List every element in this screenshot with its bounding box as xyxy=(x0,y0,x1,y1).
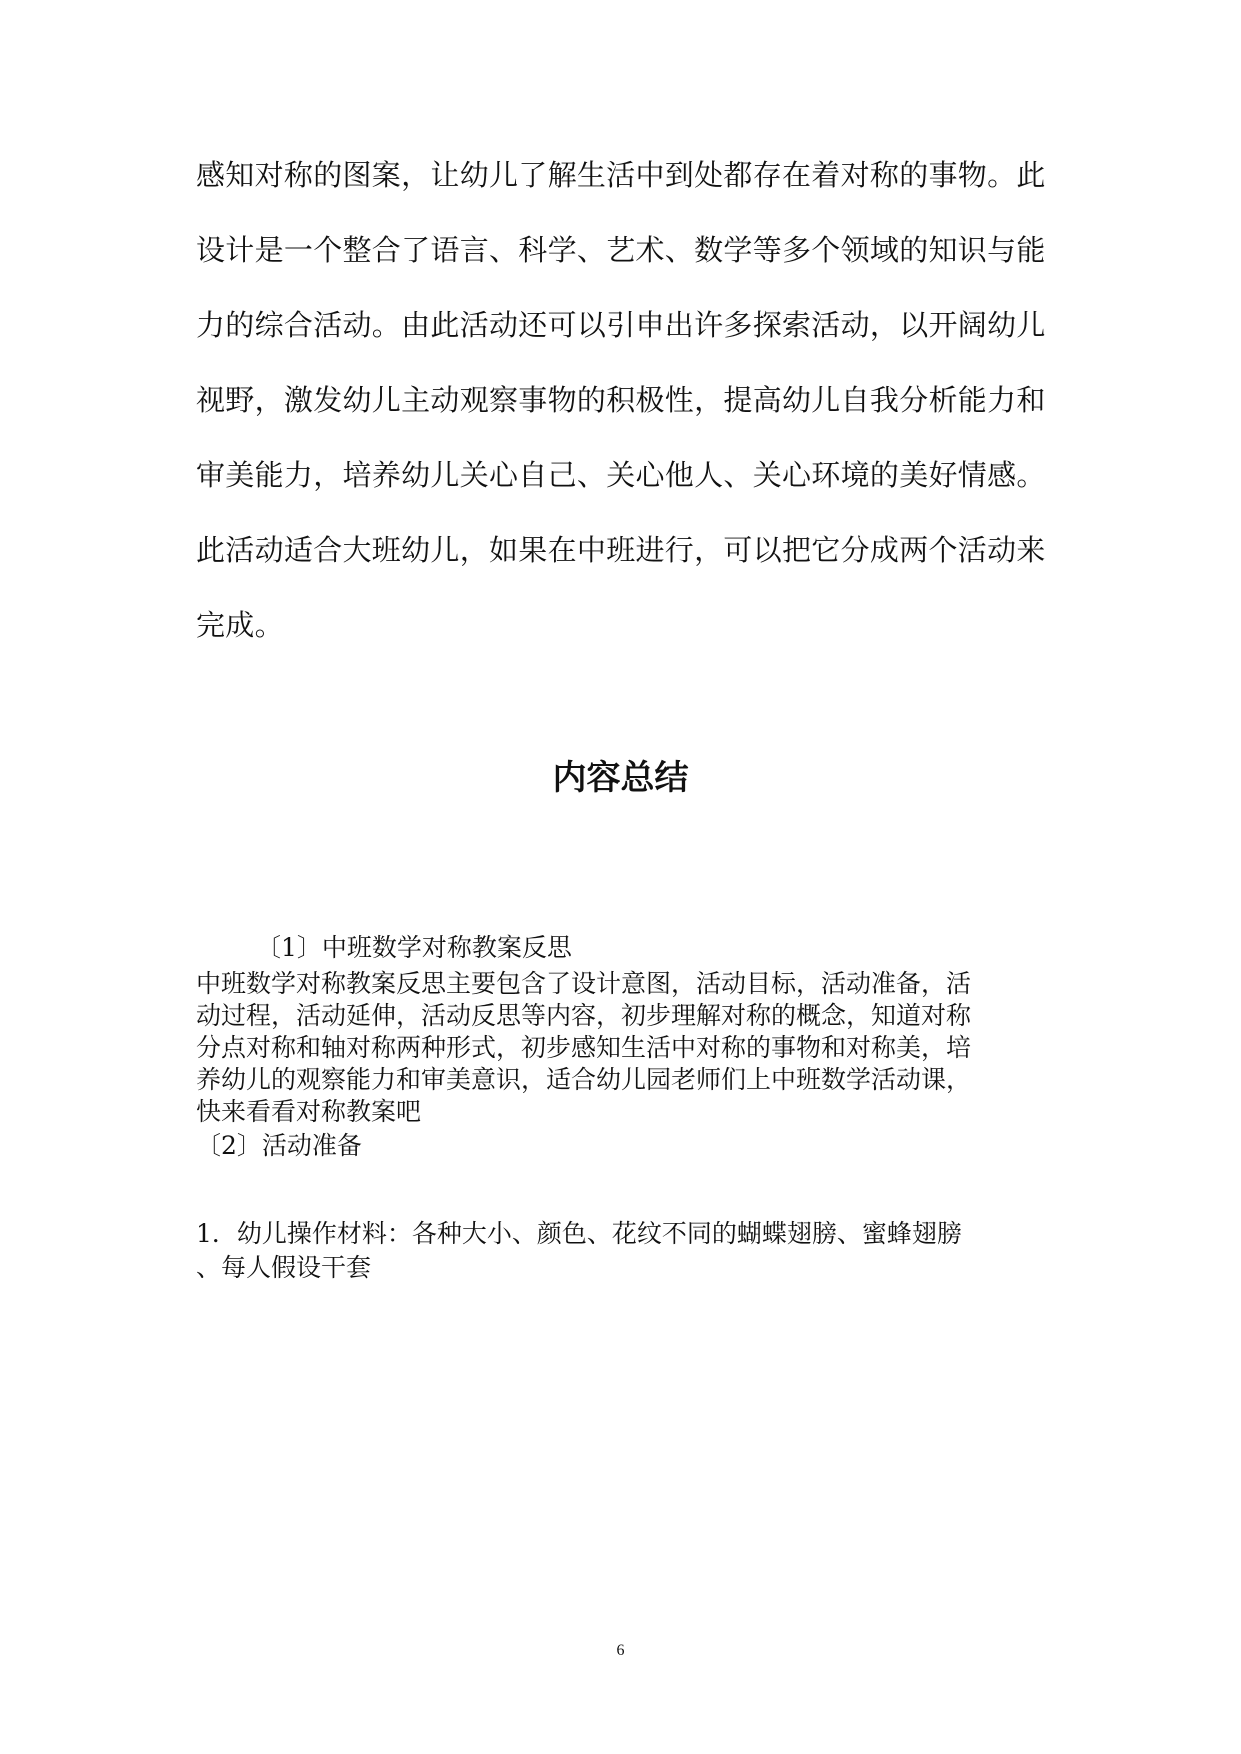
intro-line-2: 设计是一个整合了语言、科学、艺术、数学等多个领域的知识与能 xyxy=(196,233,1046,267)
summary-title: 内容总结 xyxy=(552,758,689,798)
summary-paragraph-line-3: 分点对称和轴对称两种形式，初步感知生活中对称的事物和对称美，培 xyxy=(196,1033,972,1062)
summary-paragraph-line-4: 养幼儿的观察能力和审美意识，适合幼儿园老师们上中班数学活动课， xyxy=(196,1065,972,1094)
intro-line-7: 完成。 xyxy=(196,608,284,642)
summary-item-line-1: 1．幼儿操作材料：各种大小、颜色、花纹不同的蝴蝶翅膀、蜜蜂翅膀 xyxy=(196,1219,962,1248)
summary-paragraph-line-5: 快来看看对称教案吧 xyxy=(196,1097,422,1126)
intro-line-1: 感知对称的图案，让幼儿了解生活中到处都存在着对称的事物。此 xyxy=(196,158,1046,192)
intro-line-4: 视野，激发幼儿主动观察事物的积极性，提高幼儿自我分析能力和 xyxy=(196,383,1046,417)
intro-line-6: 此活动适合大班幼儿，如果在中班进行，可以把它分成两个活动来 xyxy=(196,533,1046,567)
summary-paragraph-line-1: 中班数学对称教案反思主要包含了设计意图，活动目标，活动准备，活 xyxy=(196,969,972,998)
summary-heading-1: 〔1〕中班数学对称教案反思 xyxy=(256,933,572,962)
summary-item-line-2: 、每人假设干套 xyxy=(196,1253,372,1282)
summary-paragraph-line-2: 动过程，活动延伸，活动反思等内容，初步理解对称的概念，知道对称 xyxy=(196,1001,972,1030)
page-number: 6 xyxy=(616,1642,625,1659)
summary-heading-2: 〔2〕活动准备 xyxy=(196,1131,362,1160)
intro-line-5: 审美能力，培养幼儿关心自己、关心他人、关心环境的美好情感。 xyxy=(196,458,1046,492)
intro-line-3: 力的综合活动。由此活动还可以引申出许多探索活动，以开阔幼儿 xyxy=(196,308,1046,342)
